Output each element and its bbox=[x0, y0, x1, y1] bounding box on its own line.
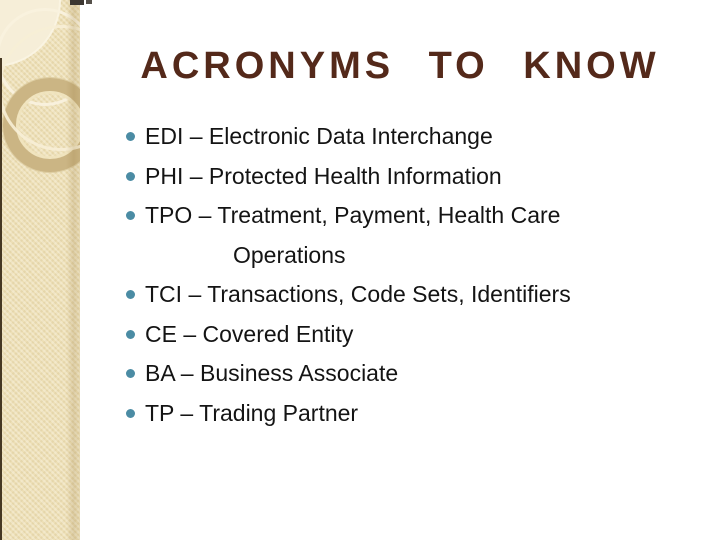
slide-title: ACRONYMS TO KNOW bbox=[140, 45, 660, 87]
bullet-dot-icon bbox=[126, 330, 135, 339]
sidebar-shading bbox=[66, 0, 80, 540]
bullet-dot-icon bbox=[126, 409, 135, 418]
list-item bbox=[126, 354, 686, 394]
list-item bbox=[126, 315, 686, 355]
list-item-text: TP – Trading Partner bbox=[145, 399, 359, 426]
list-item bbox=[126, 394, 686, 434]
list-item-text: Operations bbox=[233, 241, 346, 268]
list-item-text: PHI – Protected Health Information bbox=[145, 162, 502, 189]
list-item bbox=[126, 275, 686, 315]
bullet-dot-icon bbox=[126, 172, 135, 181]
list-item-text: EDI – Electronic Data Interchange bbox=[145, 123, 493, 150]
bullet-dot-icon bbox=[126, 369, 135, 378]
sidebar-decoration bbox=[0, 0, 80, 540]
list-item-text: TCI – Transactions, Code Sets, Identifiers bbox=[145, 281, 571, 308]
acronym-list bbox=[126, 117, 686, 433]
list-item-text: BA – Business Associate bbox=[145, 360, 399, 387]
list-item-text: TPO – Treatment, Payment, Health Care bbox=[145, 202, 561, 229]
list-item-continuation bbox=[126, 236, 686, 276]
bullet-dot-icon bbox=[126, 132, 135, 141]
bullet-dot-icon bbox=[126, 290, 135, 299]
list-item bbox=[126, 196, 686, 236]
list-item bbox=[126, 117, 686, 157]
sidebar-edge-line bbox=[0, 58, 2, 540]
list-item bbox=[126, 157, 686, 197]
bullet-dot-icon bbox=[126, 211, 135, 220]
top-edge-mark bbox=[70, 0, 84, 5]
list-item-text: CE – Covered Entity bbox=[145, 320, 354, 347]
top-edge-mark bbox=[86, 0, 92, 4]
